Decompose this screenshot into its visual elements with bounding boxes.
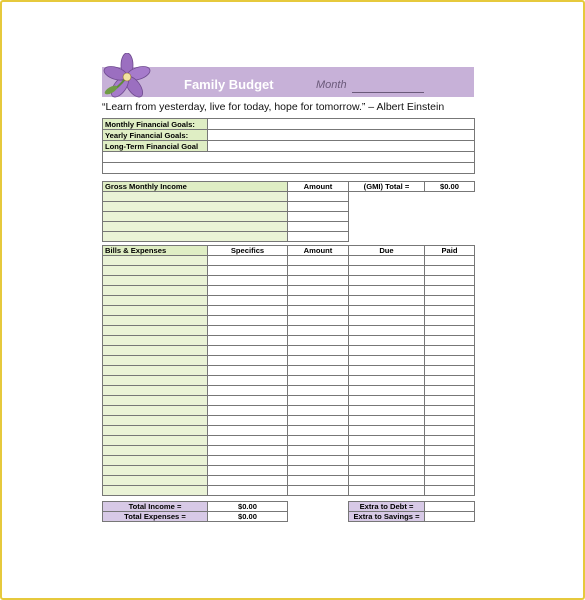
bill-due-input[interactable] — [349, 386, 425, 396]
bill-specifics-input[interactable] — [208, 476, 288, 486]
bill-paid-input[interactable] — [425, 296, 475, 306]
bill-name-input[interactable] — [103, 396, 208, 406]
bill-name-input[interactable] — [103, 276, 208, 286]
bill-paid-input[interactable] — [425, 446, 475, 456]
income-source-input[interactable] — [103, 232, 288, 242]
bill-paid-input[interactable] — [425, 266, 475, 276]
bill-row — [103, 386, 475, 396]
goal-input[interactable] — [208, 130, 475, 141]
income-source-input[interactable] — [103, 192, 288, 202]
bill-amount-input[interactable] — [288, 406, 349, 416]
bill-paid-input[interactable] — [425, 436, 475, 446]
bill-name-input[interactable] — [103, 456, 208, 466]
bill-specifics-input[interactable] — [208, 426, 288, 436]
bill-amount-input[interactable] — [288, 316, 349, 326]
bill-name-input[interactable] — [103, 356, 208, 366]
bill-specifics-input[interactable] — [208, 296, 288, 306]
totals-row — [103, 502, 475, 512]
bill-amount-input[interactable] — [288, 336, 349, 346]
bill-paid-input[interactable] — [425, 456, 475, 466]
bill-row — [103, 466, 475, 476]
bill-row — [103, 426, 475, 436]
bill-row — [103, 376, 475, 386]
income-row — [103, 232, 475, 242]
bill-amount-input[interactable] — [288, 366, 349, 376]
goal-label: Yearly Financial Goals: — [103, 130, 208, 141]
bill-paid-input[interactable] — [425, 276, 475, 286]
bill-due-input[interactable] — [349, 306, 425, 316]
income-amount-input[interactable] — [288, 212, 349, 222]
page-title: Family Budget — [184, 77, 274, 92]
bill-specifics-input[interactable] — [208, 336, 288, 346]
income-amount-input[interactable] — [288, 222, 349, 232]
bill-due-input[interactable] — [349, 476, 425, 486]
bill-due-input[interactable] — [349, 366, 425, 376]
bill-specifics-input[interactable] — [208, 466, 288, 476]
bill-name-input[interactable] — [103, 476, 208, 486]
bill-due-input[interactable] — [349, 416, 425, 426]
bill-amount-input[interactable] — [288, 426, 349, 436]
bill-name-input[interactable] — [103, 336, 208, 346]
bill-amount-input[interactable] — [288, 276, 349, 286]
bill-due-input[interactable] — [349, 426, 425, 436]
bill-row — [103, 486, 475, 496]
bill-due-input[interactable] — [349, 346, 425, 356]
bill-due-input[interactable] — [349, 406, 425, 416]
totals-row — [103, 512, 475, 522]
bill-name-input[interactable] — [103, 406, 208, 416]
total-expenses-label: Total Expenses = — [103, 512, 208, 522]
bill-amount-input[interactable] — [288, 416, 349, 426]
income-source-input[interactable] — [103, 212, 288, 222]
bill-due-input[interactable] — [349, 486, 425, 496]
bill-name-input[interactable] — [103, 346, 208, 356]
bill-name-input[interactable] — [103, 256, 208, 266]
bill-row — [103, 476, 475, 486]
bills-header-row — [103, 246, 475, 256]
bill-amount-input[interactable] — [288, 456, 349, 466]
bill-row — [103, 446, 475, 456]
goals-table — [102, 118, 475, 174]
bill-paid-input[interactable] — [425, 366, 475, 376]
bill-amount-input[interactable] — [288, 376, 349, 386]
bill-name-input[interactable] — [103, 296, 208, 306]
bill-row — [103, 316, 475, 326]
flower-icon — [100, 53, 154, 101]
bill-paid-input[interactable] — [425, 326, 475, 336]
bill-row — [103, 306, 475, 316]
bill-paid-input[interactable] — [425, 416, 475, 426]
goal-row — [103, 152, 475, 163]
amount-column-header: Amount — [288, 182, 349, 192]
income-row — [103, 202, 475, 212]
bill-due-input[interactable] — [349, 256, 425, 266]
extra-savings-label: Extra to Savings = — [349, 512, 425, 522]
bill-amount-input[interactable] — [288, 256, 349, 266]
bill-name-input[interactable] — [103, 326, 208, 336]
bill-specifics-input[interactable] — [208, 396, 288, 406]
bill-name-input[interactable] — [103, 286, 208, 296]
income-row — [103, 212, 475, 222]
income-table — [102, 181, 475, 242]
bill-row — [103, 326, 475, 336]
bill-paid-input[interactable] — [425, 336, 475, 346]
bills-table — [102, 245, 475, 496]
bill-paid-input[interactable] — [425, 286, 475, 296]
bill-due-input[interactable] — [349, 396, 425, 406]
bill-specifics-input[interactable] — [208, 376, 288, 386]
bill-due-input[interactable] — [349, 466, 425, 476]
extra-debt-input[interactable] — [425, 502, 475, 512]
bill-specifics-input[interactable] — [208, 386, 288, 396]
bill-row — [103, 276, 475, 286]
bill-amount-input[interactable] — [288, 466, 349, 476]
income-source-input[interactable] — [103, 202, 288, 212]
bill-amount-input[interactable] — [288, 396, 349, 406]
income-amount-input[interactable] — [288, 232, 349, 242]
bill-specifics-input[interactable] — [208, 456, 288, 466]
bill-name-input[interactable] — [103, 366, 208, 376]
bill-due-input[interactable] — [349, 446, 425, 456]
income-row — [103, 222, 475, 232]
bill-row — [103, 456, 475, 466]
bill-row — [103, 346, 475, 356]
bill-name-input[interactable] — [103, 386, 208, 396]
bill-amount-input[interactable] — [288, 356, 349, 366]
bill-row — [103, 336, 475, 346]
bill-paid-input[interactable] — [425, 386, 475, 396]
income-amount-input[interactable] — [288, 202, 349, 212]
bill-row — [103, 356, 475, 366]
bill-amount-input[interactable] — [288, 326, 349, 336]
bill-amount-input[interactable] — [288, 296, 349, 306]
bill-paid-input[interactable] — [425, 306, 475, 316]
income-amount-input[interactable] — [288, 192, 349, 202]
bill-amount-input[interactable] — [288, 436, 349, 446]
goal-row — [103, 163, 475, 174]
bill-paid-input[interactable] — [425, 486, 475, 496]
bill-specifics-input[interactable] — [208, 436, 288, 446]
bill-paid-input[interactable] — [425, 256, 475, 266]
bill-due-input[interactable] — [349, 336, 425, 346]
bill-due-input[interactable] — [349, 276, 425, 286]
bill-paid-input[interactable] — [425, 406, 475, 416]
goal-input[interactable] — [103, 163, 475, 174]
bill-amount-input[interactable] — [288, 446, 349, 456]
specifics-column-header: Specifics — [208, 246, 288, 256]
bill-specifics-input[interactable] — [208, 316, 288, 326]
goal-row — [103, 141, 475, 152]
quote-text: “Learn from yesterday, live for today, hope for tomorrow.” – Albert Einstein — [102, 101, 445, 113]
bill-name-input[interactable] — [103, 316, 208, 326]
bill-row — [103, 256, 475, 266]
bill-specifics-input[interactable] — [208, 286, 288, 296]
paid-column-header: Paid — [425, 246, 475, 256]
bill-paid-input[interactable] — [425, 376, 475, 386]
bill-due-input[interactable] — [349, 356, 425, 366]
bill-row — [103, 266, 475, 276]
budget-sheet — [102, 58, 474, 522]
bill-row — [103, 286, 475, 296]
bill-row — [103, 406, 475, 416]
goal-input[interactable] — [208, 119, 475, 130]
total-income-value: $0.00 — [208, 502, 288, 512]
bill-due-input[interactable] — [349, 376, 425, 386]
bill-amount-input[interactable] — [288, 286, 349, 296]
income-header-row — [103, 182, 475, 192]
bill-name-input[interactable] — [103, 466, 208, 476]
goal-input[interactable] — [103, 152, 475, 163]
bill-row — [103, 396, 475, 406]
bill-row — [103, 366, 475, 376]
income-column-header: Gross Monthly Income — [103, 182, 288, 192]
bill-paid-input[interactable] — [425, 426, 475, 436]
header-bar — [102, 67, 474, 97]
bill-amount-input[interactable] — [288, 476, 349, 486]
bill-specifics-input[interactable] — [208, 356, 288, 366]
bill-name-input[interactable] — [103, 266, 208, 276]
goal-row — [103, 130, 475, 141]
income-row — [103, 192, 475, 202]
bill-specifics-input[interactable] — [208, 266, 288, 276]
bill-specifics-input[interactable] — [208, 306, 288, 316]
bill-name-input[interactable] — [103, 436, 208, 446]
bill-specifics-input[interactable] — [208, 256, 288, 266]
bill-specifics-input[interactable] — [208, 416, 288, 426]
bill-due-input[interactable] — [349, 286, 425, 296]
bill-specifics-input[interactable] — [208, 406, 288, 416]
bill-row — [103, 296, 475, 306]
month-label: Month — [316, 79, 347, 91]
bill-due-input[interactable] — [349, 296, 425, 306]
bill-due-input[interactable] — [349, 316, 425, 326]
gmi-total-value: $0.00 — [425, 182, 475, 192]
month-input-line[interactable] — [352, 92, 424, 93]
bill-name-input[interactable] — [103, 486, 208, 496]
bill-amount-input[interactable] — [288, 306, 349, 316]
extra-savings-input[interactable] — [425, 512, 475, 522]
bill-paid-input[interactable] — [425, 316, 475, 326]
total-expenses-value: $0.00 — [208, 512, 288, 522]
bill-specifics-input[interactable] — [208, 276, 288, 286]
gmi-total-label: (GMI) Total = — [349, 182, 425, 192]
extra-debt-label: Extra to Debt = — [349, 502, 425, 512]
income-source-input[interactable] — [103, 222, 288, 232]
bill-due-input[interactable] — [349, 436, 425, 446]
bill-amount-input[interactable] — [288, 386, 349, 396]
bill-name-input[interactable] — [103, 426, 208, 436]
goal-label: Long-Term Financial Goal — [103, 141, 208, 152]
bill-name-input[interactable] — [103, 446, 208, 456]
bill-specifics-input[interactable] — [208, 366, 288, 376]
bill-specifics-input[interactable] — [208, 446, 288, 456]
bill-amount-input[interactable] — [288, 486, 349, 496]
bill-due-input[interactable] — [349, 456, 425, 466]
bill-specifics-input[interactable] — [208, 486, 288, 496]
due-column-header: Due — [349, 246, 425, 256]
bill-amount-input[interactable] — [288, 346, 349, 356]
goal-input[interactable] — [208, 141, 475, 152]
bills-column-header: Bills & Expenses — [103, 246, 208, 256]
bill-name-input[interactable] — [103, 376, 208, 386]
totals-table — [102, 501, 475, 522]
total-income-label: Total Income = — [103, 502, 208, 512]
goal-label: Monthly Financial Goals: — [103, 119, 208, 130]
amount-column-header: Amount — [288, 246, 349, 256]
bill-paid-input[interactable] — [425, 356, 475, 366]
bill-row — [103, 416, 475, 426]
bill-paid-input[interactable] — [425, 396, 475, 406]
goal-row — [103, 119, 475, 130]
bill-amount-input[interactable] — [288, 266, 349, 276]
bill-specifics-input[interactable] — [208, 326, 288, 336]
bill-paid-input[interactable] — [425, 346, 475, 356]
bill-row — [103, 436, 475, 446]
bill-specifics-input[interactable] — [208, 346, 288, 356]
bill-name-input[interactable] — [103, 416, 208, 426]
bill-due-input[interactable] — [349, 326, 425, 336]
bill-due-input[interactable] — [349, 266, 425, 276]
bill-paid-input[interactable] — [425, 476, 475, 486]
bill-name-input[interactable] — [103, 306, 208, 316]
bill-paid-input[interactable] — [425, 466, 475, 476]
